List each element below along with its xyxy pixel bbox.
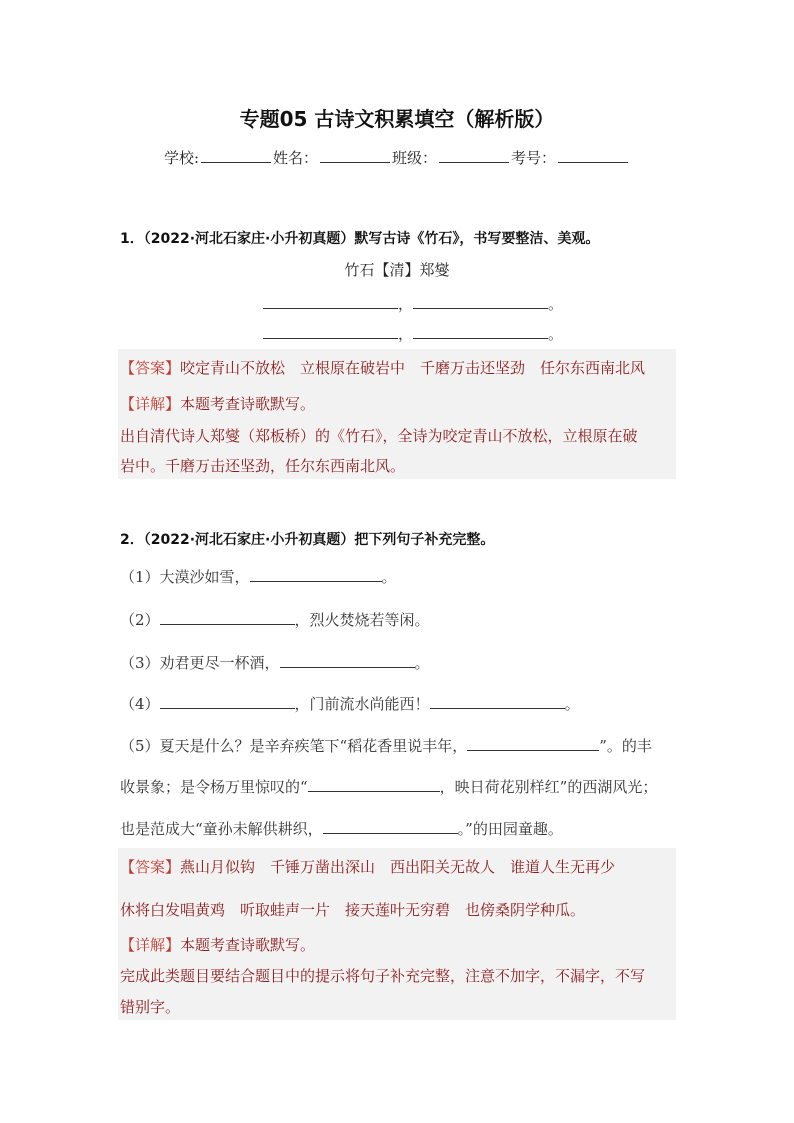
detail-text: 本题考查诗歌默写。 — [180, 395, 316, 413]
answer-tag: 【答案】 — [120, 359, 181, 377]
text: （4） — [120, 695, 160, 713]
school-blank[interactable] — [201, 148, 271, 163]
q1-answer — [120, 357, 645, 378]
text: 。 — [381, 568, 397, 586]
q1-explain-2: 岩中。千磨万击还坚劲，任尔东西南北风。 — [120, 457, 406, 475]
answer-text: 燕山月似钩 千锤万凿出深山 西出阳关无故人 谁道人生无再少 — [180, 858, 616, 876]
text: ”。的丰 — [599, 737, 652, 755]
period: 。 — [548, 295, 564, 313]
text: 也是范成大“童孙未解供耕织， — [120, 820, 323, 838]
number-blank[interactable] — [558, 148, 628, 163]
q2-explain-2: 错别字。 — [120, 998, 181, 1016]
blank-8[interactable] — [323, 817, 458, 834]
poem-blank-4[interactable] — [413, 322, 548, 339]
blank-6[interactable] — [467, 734, 599, 751]
blank-1[interactable] — [250, 565, 382, 582]
answer-tag: 【答案】 — [120, 858, 181, 876]
text: （5）夏天是什么？是辛弃疾笔下“稻花香里说丰年， — [120, 737, 468, 755]
comma: ， — [398, 295, 414, 313]
class-label: 班级： — [392, 149, 438, 167]
q1-detail — [120, 393, 315, 414]
period: 。 — [548, 325, 564, 343]
detail-tag: 【详解】 — [120, 936, 181, 954]
q2-detail — [120, 934, 315, 955]
q2-sentence-4 — [120, 692, 580, 714]
school-label: 学校: — [163, 149, 199, 167]
poem-blank-2[interactable] — [413, 292, 548, 309]
blank-4[interactable] — [160, 692, 295, 709]
question-1-heading: 1．（2022·河北石家庄·小升初真题）默写古诗《竹石》，书写要整洁、美观。 — [120, 231, 600, 247]
q2-sentence-3 — [120, 651, 430, 673]
student-info-line — [0, 147, 794, 168]
name-label: 姓名： — [273, 149, 319, 167]
poem-line-2 — [263, 322, 563, 344]
detail-tag: 【详解】 — [120, 395, 181, 413]
detail-text: 本题考查诗歌默写。 — [180, 936, 316, 954]
blank-7[interactable] — [308, 775, 440, 792]
q2-sentence-5-line-1 — [120, 734, 652, 756]
text: 。 — [414, 654, 430, 672]
blank-3[interactable] — [280, 651, 415, 668]
answer-text: 咬定青山不放松 立根原在破岩中 千磨万击还坚劲 任尔东西南北风 — [180, 359, 646, 377]
q2-sentence-5-line-2 — [120, 775, 657, 797]
text: ，烈火焚烧若等闲。 — [294, 611, 430, 629]
text: ，门前流水尚能西！ — [294, 695, 430, 713]
poem-line-1 — [263, 292, 563, 314]
text: 。”的田园童趣。 — [457, 820, 563, 838]
class-blank[interactable] — [439, 148, 509, 163]
text: 收景象；是令杨万里惊叹的“ — [120, 778, 308, 796]
text: （2） — [120, 611, 160, 629]
poem-blank-3[interactable] — [263, 322, 398, 339]
blank-5[interactable] — [430, 692, 565, 709]
text: ，映日荷花别样红”的西湖风光； — [439, 778, 658, 796]
text: （3）劝君更尽一杯酒， — [120, 654, 280, 672]
q2-sentence-2 — [120, 608, 430, 630]
blank-2[interactable] — [160, 608, 295, 625]
comma: ， — [398, 325, 414, 343]
q1-explain-1: 出自清代诗人郑燮（郑板桥）的《竹石》，全诗为咬定青山不放松，立根原在破 — [120, 427, 638, 445]
q2-answer-2: 休将白发唱黄鸡 听取蛙声一片 接天莲叶无穷碧 也傍桑阴学种瓜。 — [120, 901, 586, 919]
q2-explain-1: 完成此类题目要结合题目中的提示将句子补充完整，注意不加字，不漏字，不写 — [120, 967, 646, 985]
q2-sentence-5-line-3 — [120, 817, 563, 839]
text: （1）大漠沙如雪， — [120, 568, 250, 586]
number-label: 考号： — [511, 149, 557, 167]
page-title: 专题05 古诗文积累填空（解析版） — [239, 107, 555, 131]
name-blank[interactable] — [320, 148, 390, 163]
q2-sentence-1 — [120, 565, 397, 587]
poem-title: 竹石【清】郑燮 — [344, 261, 450, 279]
q2-answer-1 — [120, 856, 615, 877]
text: 。 — [564, 695, 580, 713]
question-2-heading: 2．（2022·河北石家庄·小升初真题）把下列句子补充完整。 — [120, 532, 495, 548]
poem-blank-1[interactable] — [263, 292, 398, 309]
